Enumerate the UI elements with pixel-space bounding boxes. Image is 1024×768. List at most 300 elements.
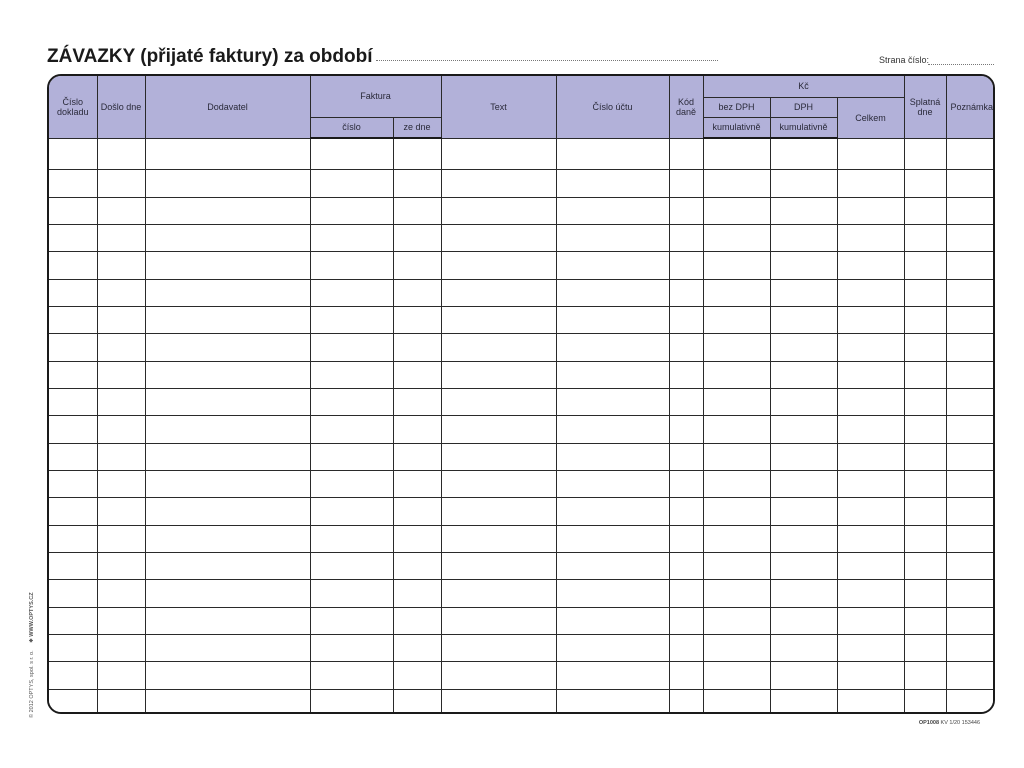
table-cell[interactable] xyxy=(97,138,145,170)
table-cell[interactable] xyxy=(441,525,556,552)
table-cell[interactable] xyxy=(145,662,310,689)
table-cell[interactable] xyxy=(770,498,837,525)
table-cell[interactable] xyxy=(556,279,669,306)
table-cell[interactable] xyxy=(837,225,904,252)
table-cell[interactable] xyxy=(669,307,703,334)
table-cell[interactable] xyxy=(441,279,556,306)
table-cell[interactable] xyxy=(703,607,770,634)
table-cell[interactable] xyxy=(703,689,770,712)
table-row xyxy=(49,634,995,661)
table-cell[interactable] xyxy=(770,170,837,197)
table-cell[interactable] xyxy=(946,470,995,497)
table-cell[interactable] xyxy=(49,525,97,552)
table-cell[interactable] xyxy=(904,607,946,634)
table-cell[interactable] xyxy=(946,334,995,361)
table-cell[interactable] xyxy=(770,361,837,388)
table-cell[interactable] xyxy=(770,279,837,306)
table-cell[interactable] xyxy=(393,498,441,525)
table-cell[interactable] xyxy=(669,334,703,361)
table-cell[interactable] xyxy=(310,525,393,552)
table-cell[interactable] xyxy=(97,170,145,197)
table-cell[interactable] xyxy=(441,170,556,197)
table-cell[interactable] xyxy=(904,334,946,361)
table-cell[interactable] xyxy=(669,443,703,470)
table-cell[interactable] xyxy=(837,552,904,579)
table-cell[interactable] xyxy=(669,416,703,443)
table-cell[interactable] xyxy=(145,225,310,252)
table-cell[interactable] xyxy=(310,443,393,470)
table-cell[interactable] xyxy=(49,443,97,470)
table-cell[interactable] xyxy=(703,498,770,525)
table-cell[interactable] xyxy=(904,416,946,443)
table-cell[interactable] xyxy=(145,170,310,197)
header-tax-code: Kód daně xyxy=(669,76,703,138)
table-cell[interactable] xyxy=(556,252,669,279)
table-cell[interactable] xyxy=(393,552,441,579)
table-cell[interactable] xyxy=(770,443,837,470)
table-cell[interactable] xyxy=(770,252,837,279)
table-cell[interactable] xyxy=(97,225,145,252)
table-cell[interactable] xyxy=(49,334,97,361)
table-cell[interactable] xyxy=(946,525,995,552)
table-cell[interactable] xyxy=(556,580,669,607)
table-cell[interactable] xyxy=(393,689,441,712)
table-cell[interactable] xyxy=(770,689,837,712)
table-cell[interactable] xyxy=(703,225,770,252)
table-cell[interactable] xyxy=(946,197,995,224)
table-cell[interactable] xyxy=(946,225,995,252)
table-cell[interactable] xyxy=(97,552,145,579)
table-cell[interactable] xyxy=(97,252,145,279)
table-cell[interactable] xyxy=(669,170,703,197)
table-cell[interactable] xyxy=(97,334,145,361)
header-invoice-date: ze dne xyxy=(393,117,441,138)
invoice-ledger-form xyxy=(47,74,995,714)
table-cell[interactable] xyxy=(310,634,393,661)
table-row xyxy=(49,197,995,224)
table-cell[interactable] xyxy=(904,525,946,552)
table-cell[interactable] xyxy=(556,634,669,661)
table-cell[interactable] xyxy=(904,498,946,525)
table-cell[interactable] xyxy=(556,470,669,497)
table-cell[interactable] xyxy=(556,361,669,388)
table-cell[interactable] xyxy=(145,498,310,525)
table-cell[interactable] xyxy=(145,580,310,607)
table-cell[interactable] xyxy=(49,279,97,306)
table-cell[interactable] xyxy=(946,361,995,388)
table-cell[interactable] xyxy=(904,689,946,712)
table-cell[interactable] xyxy=(441,580,556,607)
table-cell[interactable] xyxy=(97,361,145,388)
table-cell[interactable] xyxy=(669,361,703,388)
table-cell[interactable] xyxy=(837,389,904,416)
table-cell[interactable] xyxy=(97,525,145,552)
table-cell[interactable] xyxy=(669,689,703,712)
table-cell[interactable] xyxy=(441,138,556,170)
table-cell[interactable] xyxy=(310,580,393,607)
table-cell[interactable] xyxy=(556,416,669,443)
table-cell[interactable] xyxy=(441,416,556,443)
table-cell[interactable] xyxy=(837,138,904,170)
table-cell[interactable] xyxy=(310,334,393,361)
table-cell[interactable] xyxy=(441,361,556,388)
table-cell[interactable] xyxy=(837,498,904,525)
table-cell[interactable] xyxy=(145,279,310,306)
table-cell[interactable] xyxy=(393,662,441,689)
table-cell[interactable] xyxy=(703,470,770,497)
table-cell[interactable] xyxy=(669,552,703,579)
table-cell[interactable] xyxy=(97,580,145,607)
table-cell[interactable] xyxy=(393,607,441,634)
table-cell[interactable] xyxy=(393,443,441,470)
table-cell[interactable] xyxy=(703,170,770,197)
table-cell[interactable] xyxy=(556,389,669,416)
table-cell[interactable] xyxy=(837,307,904,334)
table-cell[interactable] xyxy=(49,689,97,712)
table-cell[interactable] xyxy=(393,389,441,416)
table-cell[interactable] xyxy=(904,443,946,470)
table-cell[interactable] xyxy=(946,443,995,470)
table-cell[interactable] xyxy=(770,225,837,252)
table-cell[interactable] xyxy=(145,634,310,661)
form-code-number: OP1008 xyxy=(918,720,940,726)
table-cell[interactable] xyxy=(145,689,310,712)
table-cell[interactable] xyxy=(310,389,393,416)
table-cell[interactable] xyxy=(669,662,703,689)
table-cell[interactable] xyxy=(837,662,904,689)
table-cell[interactable] xyxy=(946,552,995,579)
table-cell[interactable] xyxy=(310,361,393,388)
table-cell[interactable] xyxy=(946,662,995,689)
table-cell[interactable] xyxy=(49,607,97,634)
table-cell[interactable] xyxy=(556,225,669,252)
table-cell[interactable] xyxy=(393,361,441,388)
table-cell[interactable] xyxy=(49,498,97,525)
table-cell[interactable] xyxy=(49,225,97,252)
table-cell[interactable] xyxy=(310,279,393,306)
table-cell[interactable] xyxy=(837,470,904,497)
table-cell[interactable] xyxy=(946,498,995,525)
table-cell[interactable] xyxy=(837,525,904,552)
table-cell[interactable] xyxy=(946,689,995,712)
table-cell[interactable] xyxy=(904,389,946,416)
table-cell[interactable] xyxy=(441,634,556,661)
copyright-text: © 2012 OPTYS, spol. s r. o. xyxy=(29,650,35,718)
table-cell[interactable] xyxy=(904,662,946,689)
table-row xyxy=(49,416,995,443)
table-cell[interactable] xyxy=(703,443,770,470)
table-row xyxy=(49,498,995,525)
table-cell[interactable] xyxy=(837,634,904,661)
table-cell[interactable] xyxy=(393,470,441,497)
header-total: Celkem xyxy=(837,97,904,138)
table-cell[interactable] xyxy=(393,197,441,224)
table-cell[interactable] xyxy=(393,334,441,361)
header-received: Došlo dne xyxy=(97,76,145,138)
table-cell[interactable] xyxy=(556,552,669,579)
table-cell[interactable] xyxy=(946,138,995,170)
table-cell[interactable] xyxy=(946,170,995,197)
table-cell[interactable] xyxy=(837,197,904,224)
header-czk: Kč xyxy=(703,76,904,97)
table-cell[interactable] xyxy=(49,170,97,197)
table-cell[interactable] xyxy=(946,416,995,443)
table-cell[interactable] xyxy=(837,279,904,306)
table-cell[interactable] xyxy=(393,634,441,661)
table-cell[interactable] xyxy=(441,197,556,224)
table-cell[interactable] xyxy=(703,552,770,579)
table-cell[interactable] xyxy=(393,225,441,252)
header-doc-number: Číslo dokladu xyxy=(49,76,97,138)
table-cell[interactable] xyxy=(310,138,393,170)
table-cell[interactable] xyxy=(904,252,946,279)
table-cell[interactable] xyxy=(441,498,556,525)
table-cell[interactable] xyxy=(669,470,703,497)
table-cell[interactable] xyxy=(393,138,441,170)
table-cell[interactable] xyxy=(904,225,946,252)
table-cell[interactable] xyxy=(49,252,97,279)
table-cell[interactable] xyxy=(556,662,669,689)
table-cell[interactable] xyxy=(946,252,995,279)
table-cell[interactable] xyxy=(145,197,310,224)
table-cell[interactable] xyxy=(669,225,703,252)
page-number-dotted-line xyxy=(928,64,994,65)
table-cell[interactable] xyxy=(904,470,946,497)
table-cell[interactable] xyxy=(441,443,556,470)
table-cell[interactable] xyxy=(669,498,703,525)
table-cell[interactable] xyxy=(556,138,669,170)
table-cell[interactable] xyxy=(310,252,393,279)
table-cell[interactable] xyxy=(393,525,441,552)
table-cell[interactable] xyxy=(770,662,837,689)
table-cell[interactable] xyxy=(49,580,97,607)
table-cell[interactable] xyxy=(393,416,441,443)
table-cell[interactable] xyxy=(770,197,837,224)
table-cell[interactable] xyxy=(49,470,97,497)
table-cell[interactable] xyxy=(703,138,770,170)
table-cell[interactable] xyxy=(904,552,946,579)
table-cell[interactable] xyxy=(310,470,393,497)
table-cell[interactable] xyxy=(393,252,441,279)
table-cell[interactable] xyxy=(97,279,145,306)
table-cell[interactable] xyxy=(393,170,441,197)
table-row xyxy=(49,525,995,552)
table-cell[interactable] xyxy=(837,334,904,361)
table-cell[interactable] xyxy=(669,525,703,552)
table-cell[interactable] xyxy=(770,334,837,361)
table-cell[interactable] xyxy=(97,662,145,689)
table-cell[interactable] xyxy=(904,138,946,170)
table-cell[interactable] xyxy=(310,607,393,634)
table-cell[interactable] xyxy=(556,498,669,525)
table-cell[interactable] xyxy=(441,552,556,579)
table-cell[interactable] xyxy=(441,252,556,279)
table-row xyxy=(49,443,995,470)
table-cell[interactable] xyxy=(97,498,145,525)
side-imprint xyxy=(29,592,35,718)
table-cell[interactable] xyxy=(703,525,770,552)
header-cumulative-vat: kumulativně xyxy=(770,117,837,138)
table-cell[interactable] xyxy=(145,138,310,170)
form-title: ZÁVAZKY (přijaté faktury) za období xyxy=(47,46,373,67)
table-cell[interactable] xyxy=(441,607,556,634)
table-cell[interactable] xyxy=(703,361,770,388)
table-cell[interactable] xyxy=(837,689,904,712)
table-cell[interactable] xyxy=(310,689,393,712)
table-cell[interactable] xyxy=(145,552,310,579)
table-cell[interactable] xyxy=(904,307,946,334)
table-cell[interactable] xyxy=(556,170,669,197)
table-cell[interactable] xyxy=(770,307,837,334)
table-cell[interactable] xyxy=(393,279,441,306)
table-cell[interactable] xyxy=(145,361,310,388)
table-cell[interactable] xyxy=(97,307,145,334)
table-cell[interactable] xyxy=(310,225,393,252)
table-cell[interactable] xyxy=(145,443,310,470)
table-cell[interactable] xyxy=(145,525,310,552)
table-cell[interactable] xyxy=(770,607,837,634)
table-cell[interactable] xyxy=(97,689,145,712)
header-without-vat: bez DPH xyxy=(703,97,770,117)
table-cell[interactable] xyxy=(393,307,441,334)
table-cell[interactable] xyxy=(49,197,97,224)
table-cell[interactable] xyxy=(770,580,837,607)
table-cell[interactable] xyxy=(703,416,770,443)
table-cell[interactable] xyxy=(669,138,703,170)
table-cell[interactable] xyxy=(946,580,995,607)
table-row xyxy=(49,607,995,634)
table-cell[interactable] xyxy=(393,580,441,607)
table-cell[interactable] xyxy=(556,607,669,634)
header-note: Poznámka xyxy=(946,76,995,138)
table-cell[interactable] xyxy=(703,389,770,416)
table-cell[interactable] xyxy=(310,170,393,197)
table-cell[interactable] xyxy=(97,416,145,443)
table-cell[interactable] xyxy=(770,138,837,170)
table-cell[interactable] xyxy=(310,307,393,334)
table-cell[interactable] xyxy=(49,416,97,443)
table-cell[interactable] xyxy=(669,252,703,279)
table-cell[interactable] xyxy=(946,279,995,306)
table-cell[interactable] xyxy=(946,389,995,416)
table-cell[interactable] xyxy=(946,607,995,634)
table-cell[interactable] xyxy=(49,662,97,689)
table-cell[interactable] xyxy=(97,470,145,497)
table-cell[interactable] xyxy=(946,634,995,661)
table-cell[interactable] xyxy=(837,252,904,279)
table-cell[interactable] xyxy=(145,252,310,279)
table-cell[interactable] xyxy=(837,361,904,388)
table-cell[interactable] xyxy=(770,416,837,443)
table-cell[interactable] xyxy=(703,279,770,306)
table-cell[interactable] xyxy=(310,416,393,443)
table-cell[interactable] xyxy=(49,389,97,416)
table-cell[interactable] xyxy=(97,443,145,470)
table-cell[interactable] xyxy=(310,197,393,224)
table-cell[interactable] xyxy=(97,607,145,634)
table-cell[interactable] xyxy=(669,580,703,607)
table-cell[interactable] xyxy=(441,334,556,361)
table-cell[interactable] xyxy=(556,689,669,712)
table-cell[interactable] xyxy=(145,416,310,443)
table-cell[interactable] xyxy=(49,634,97,661)
table-cell[interactable] xyxy=(669,279,703,306)
table-cell[interactable] xyxy=(946,307,995,334)
table-cell[interactable] xyxy=(441,689,556,712)
table-cell[interactable] xyxy=(556,307,669,334)
table-cell[interactable] xyxy=(837,607,904,634)
table-cell[interactable] xyxy=(669,197,703,224)
form-code xyxy=(919,720,980,726)
website-text: ✱ WWW.OPTYS.CZ xyxy=(29,592,35,643)
table-cell[interactable] xyxy=(904,580,946,607)
table-cell[interactable] xyxy=(310,662,393,689)
table-cell[interactable] xyxy=(556,334,669,361)
table-cell[interactable] xyxy=(703,334,770,361)
table-cell[interactable] xyxy=(441,662,556,689)
table-cell[interactable] xyxy=(145,607,310,634)
table-cell[interactable] xyxy=(669,634,703,661)
table-cell[interactable] xyxy=(837,170,904,197)
table-cell[interactable] xyxy=(310,552,393,579)
table-cell[interactable] xyxy=(556,525,669,552)
table-cell[interactable] xyxy=(904,279,946,306)
table-cell[interactable] xyxy=(904,197,946,224)
table-cell[interactable] xyxy=(145,307,310,334)
table-cell[interactable] xyxy=(49,552,97,579)
table-cell[interactable] xyxy=(441,307,556,334)
table-cell[interactable] xyxy=(669,389,703,416)
table-cell[interactable] xyxy=(904,170,946,197)
table-cell[interactable] xyxy=(770,470,837,497)
table-cell[interactable] xyxy=(97,197,145,224)
table-cell[interactable] xyxy=(904,634,946,661)
table-cell[interactable] xyxy=(703,197,770,224)
table-cell[interactable] xyxy=(49,361,97,388)
table-cell[interactable] xyxy=(556,197,669,224)
table-cell[interactable] xyxy=(97,634,145,661)
table-cell[interactable] xyxy=(770,525,837,552)
table-cell[interactable] xyxy=(703,634,770,661)
table-cell[interactable] xyxy=(837,416,904,443)
table-cell[interactable] xyxy=(441,225,556,252)
table-cell[interactable] xyxy=(703,580,770,607)
table-cell[interactable] xyxy=(703,307,770,334)
table-row xyxy=(49,389,995,416)
table-cell[interactable] xyxy=(669,607,703,634)
table-cell[interactable] xyxy=(770,634,837,661)
table-cell[interactable] xyxy=(703,252,770,279)
table-cell[interactable] xyxy=(770,552,837,579)
table-cell[interactable] xyxy=(770,389,837,416)
table-cell[interactable] xyxy=(49,138,97,170)
table-cell[interactable] xyxy=(145,389,310,416)
table-cell[interactable] xyxy=(556,443,669,470)
table-cell[interactable] xyxy=(310,498,393,525)
table-cell[interactable] xyxy=(904,361,946,388)
table-cell[interactable] xyxy=(49,307,97,334)
table-cell[interactable] xyxy=(837,580,904,607)
table-cell[interactable] xyxy=(837,443,904,470)
table-cell[interactable] xyxy=(97,389,145,416)
table-cell[interactable] xyxy=(703,662,770,689)
table-cell[interactable] xyxy=(441,470,556,497)
table-cell[interactable] xyxy=(145,470,310,497)
header-due: Splatná dne xyxy=(904,76,946,138)
ledger-rows xyxy=(49,138,995,712)
table-cell[interactable] xyxy=(145,334,310,361)
table-cell[interactable] xyxy=(441,389,556,416)
